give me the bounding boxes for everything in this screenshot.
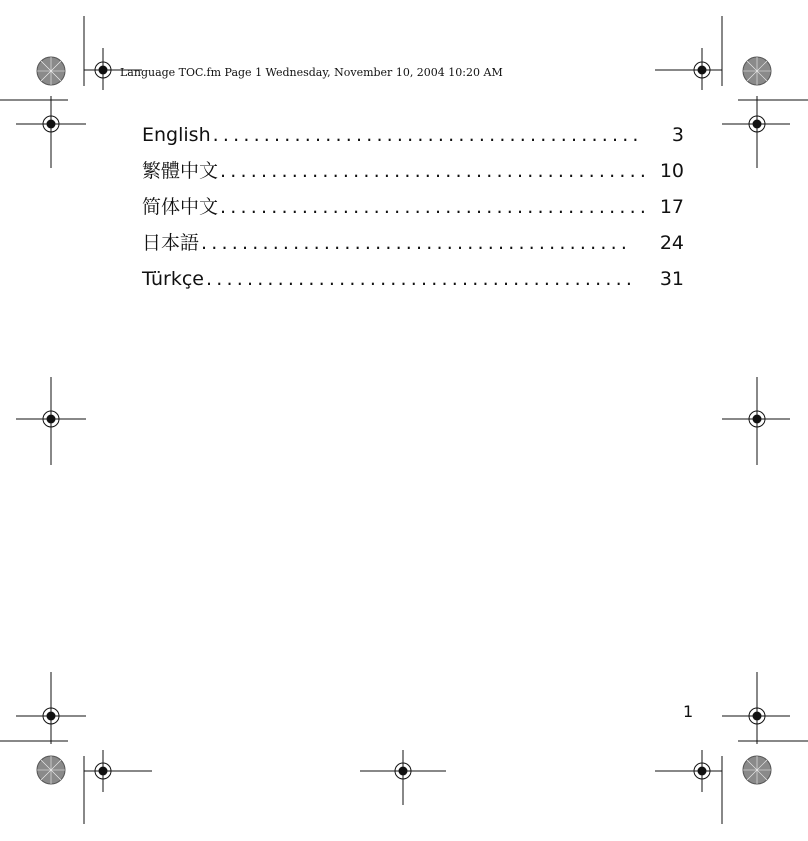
toc-page-number: 10 [659, 160, 684, 182]
toc-title-traditional-chinese: 繁體中文 [142, 160, 219, 182]
toc-entry-simplified-chinese[interactable] [142, 194, 684, 230]
toc-leader-dots: .......................................... [220, 196, 651, 218]
toc-page-number: 3 [671, 124, 684, 146]
toc-leader-dots: .......................................... [206, 268, 637, 290]
toc-title-japanese: 日本語 [142, 232, 200, 254]
toc-entry-traditional-chinese[interactable] [142, 158, 684, 194]
toc-entry-english[interactable] [142, 122, 684, 158]
table-of-contents [142, 122, 684, 302]
toc-title-english: English [142, 124, 211, 146]
toc-entry-japanese[interactable] [142, 230, 684, 266]
toc-title-turkish: Türkçe [142, 268, 204, 290]
toc-page-number: 17 [659, 196, 684, 218]
toc-leader-dots: .......................................... [212, 124, 643, 146]
toc-title-simplified-chinese: 简体中文 [142, 196, 219, 218]
page-number-folio: 1 [683, 702, 694, 721]
toc-page-number: 24 [659, 232, 684, 254]
toc-leader-dots: .......................................... [201, 232, 632, 254]
print-header-slug: Language TOC.fm Page 1 Wednesday, November 10, 2004 10:20 AM [120, 66, 503, 79]
toc-leader-dots: .......................................... [220, 160, 651, 182]
toc-page-number: 31 [659, 268, 684, 290]
toc-entry-turkish[interactable] [142, 266, 684, 302]
